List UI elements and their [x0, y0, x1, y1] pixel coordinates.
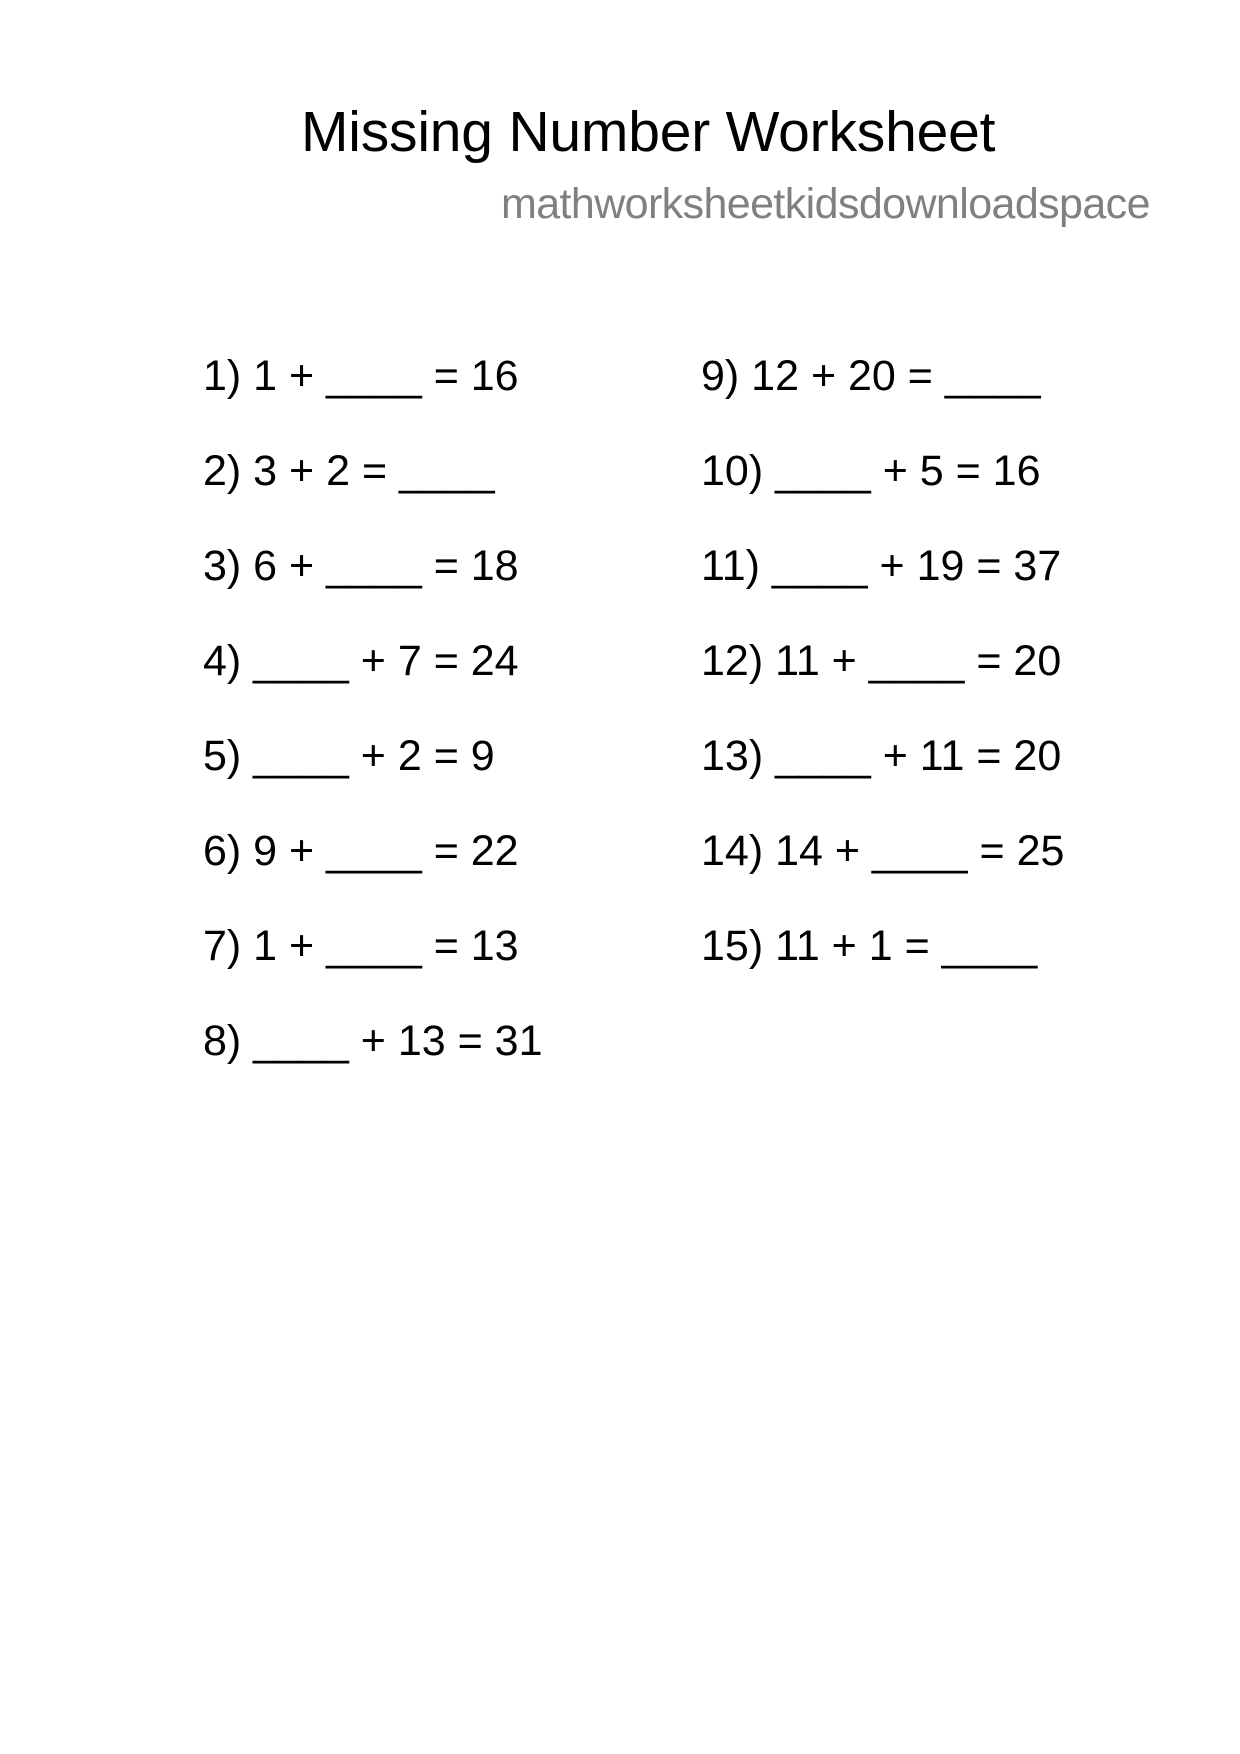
problem-11: 11) ____ + 19 = 37: [701, 542, 1062, 590]
problem-13: 13) ____ + 11 = 20: [701, 732, 1062, 780]
problem-15: 15) 11 + 1 = ____: [701, 922, 1038, 970]
problem-10: 10) ____ + 5 = 16: [701, 447, 1041, 495]
problem-12: 12) 11 + ____ = 20: [701, 637, 1062, 685]
problem-4: 4) ____ + 7 = 24: [203, 637, 519, 685]
problem-1: 1) 1 + ____ = 16: [203, 352, 519, 400]
problem-7: 7) 1 + ____ = 13: [203, 922, 519, 970]
problem-3: 3) 6 + ____ = 18: [203, 542, 519, 590]
page-title: Missing Number Worksheet: [301, 100, 996, 164]
watermark-subtitle: mathworksheetkidsdownloadspace: [501, 180, 1150, 228]
problem-6: 6) 9 + ____ = 22: [203, 827, 519, 875]
problem-14: 14) 14 + ____ = 25: [701, 827, 1065, 875]
problem-5: 5) ____ + 2 = 9: [203, 732, 495, 780]
problem-8: 8) ____ + 13 = 31: [203, 1017, 543, 1065]
problem-column-right: [701, 351, 1064, 1016]
problem-2: 2) 3 + 2 = ____: [203, 447, 495, 495]
problem-9: 9) 12 + 20 = ____: [701, 352, 1041, 400]
problem-column-left: [203, 351, 543, 1111]
